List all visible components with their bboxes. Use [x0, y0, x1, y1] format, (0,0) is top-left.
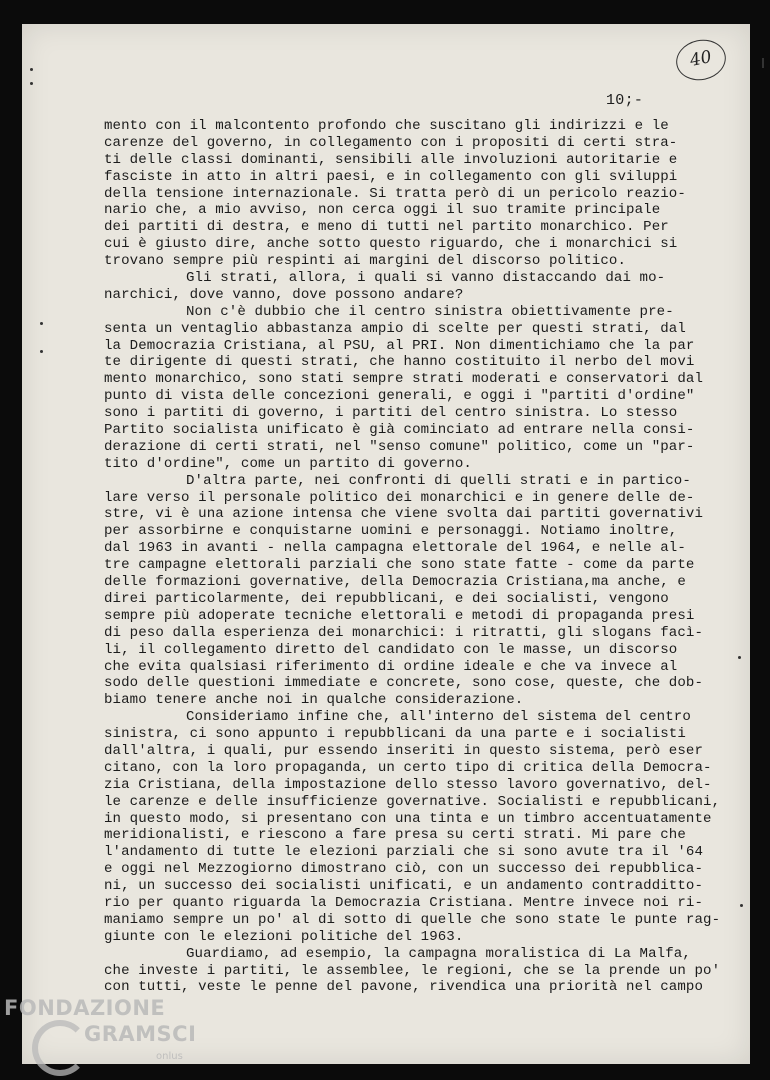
text-line: delle formazioni governative, della Democrazia Cristiana,ma anche, e [104, 574, 686, 591]
text-line: te dirigente di questi strati, che hanno costituito il nerbo del movi [104, 354, 695, 371]
text-line: sodo delle questioni immediate e concrete, sono cose, queste, che dob- [104, 675, 704, 692]
text-line: tre campagne elettorali parziali che sono state fatte - come da parte [104, 557, 695, 574]
text-line: per assorbirne e conquistarne uomini e personaggi. Notiamo inoltre, [104, 523, 678, 540]
text-line: che evita qualsiasi riferimento di ordine ideale e che va invece al [104, 658, 678, 675]
watermark-logo [4, 996, 204, 1076]
text-line: dal 1963 in avanti - nella campagna elettorale del 1964, e nelle al- [104, 540, 686, 557]
margin-mark [30, 68, 33, 71]
text-line: maniamo sempre un po' al di sotto di quelle che sono state le punte rag- [104, 911, 721, 928]
text-line: biamo tenere anche noi in qualche considerazione. [104, 692, 524, 709]
margin-mark [40, 350, 43, 353]
watermark-emblem-icon [32, 1020, 88, 1076]
text-line: tito d'ordine", come un partito di governo. [104, 455, 472, 472]
text-line: Non c'è dubbio che il centro sinistra obiettivamente pre- [186, 303, 674, 320]
text-line: ti delle classi dominanti, sensibili alle involuzioni autoritarie e [104, 151, 678, 168]
text-line: lare verso il personale politico dei monarchici e in genere delle de- [104, 489, 695, 506]
text-line: giunte con le elezioni politiche del 1963. [104, 928, 464, 945]
margin-mark [30, 82, 33, 85]
text-line: direi particolarmente, dei repubblicani, e dei socialisti, vengono [104, 590, 669, 607]
text-line: fasciste in atto in altri paesi, e in collegamento con gli sviluppi [104, 168, 678, 185]
text-line: sinistra, ci sono appunto i repubblicani da una parte e i socialisti [104, 726, 686, 743]
text-line: Gli strati, allora, i quali si vanno distaccando dai mo- [186, 270, 666, 287]
text-line: stre, vi è una azione intensa che viene svolta dai partiti governativi [104, 506, 704, 523]
page-number: 10;- [606, 92, 644, 109]
text-line: nario che, a mio avviso, non cerca oggi il suo tramite principale [104, 202, 661, 219]
text-line: mento monarchico, sono stati sempre strati moderati e conservatori dal [104, 371, 704, 388]
margin-tick [762, 58, 764, 68]
text-line: cui è giusto dire, anche sotto questo riguardo, che i monarchici si [104, 236, 678, 253]
text-line: mento con il malcontento profondo che suscitano gli indirizzi e le [104, 118, 669, 134]
text-line: con tutti, veste le penne del pavone, rivendica una priorità nel campo [104, 979, 704, 996]
text-line: rio per quanto riguarda la Democrazia Cristiana. Mentre invece noi ri- [104, 894, 704, 911]
text-line: narchici, dove vanno, dove possono andare? [104, 286, 464, 303]
text-line: zia Cristiana, della impostazione dello stesso lavoro governativo, del- [104, 776, 712, 793]
watermark-line1: FONDAZIONE [4, 996, 166, 1020]
watermark-suffix: onlus [156, 1051, 183, 1062]
text-line: le carenze e delle insufficienze governative. Socialisti e repubblicani, [104, 793, 721, 810]
text-line: punto di vista delle concezioni generali, e oggi i "partiti d'ordine" [104, 388, 695, 405]
text-line: in questo modo, si presentano con una tinta e un timbro accentuatamente [104, 810, 712, 827]
text-line: e oggi nel Mezzogiorno dimostrano ciò, con un successo dei repubblica- [104, 861, 704, 878]
text-line: senta un ventaglio abbastanza ampio di scelte per questi strati, dal [104, 320, 686, 337]
text-line: della tensione internazionale. Si tratta però di un pericolo reazio- [104, 185, 686, 202]
text-line: trovano sempre più respinti ai margini del discorso politico. [104, 253, 627, 270]
text-line: di peso dalla esperienza dei monarchici: i ritratti, gli slogans facì- [104, 624, 704, 641]
text-line: dall'altra, i quali, pur essendo inseriti in questo sistema, però eser [104, 742, 704, 759]
text-line: sempre più adoperate tecniche elettorali e metodi di propaganda presi [104, 607, 695, 624]
text-line: Consideriamo infine che, all'interno del sistema del centro [186, 709, 691, 726]
text-line: derazione di certi strati, nel "senso comune" politico, come un "par- [104, 438, 695, 455]
text-line: ni, un successo dei socialisti unificati, e un andamento contradditto- [104, 878, 704, 895]
text-line: Guardiamo, ad esempio, la campagna moralistica di La Malfa, [186, 945, 691, 962]
watermark-line2: GRAMSCI [84, 1022, 197, 1046]
typed-body-text [104, 118, 744, 996]
margin-mark [40, 322, 43, 325]
text-line: la Democrazia Cristiana, al PSU, al PRI. Non dimentichiamo che la par [104, 337, 695, 354]
text-line: che investe i partiti, le assemblee, le regioni, che se la prende un po' [104, 962, 721, 979]
archive-number-annotation: 40 [672, 35, 729, 85]
text-line: meridionalisti, e riescono a fare presa su certi strati. Mi pare che [104, 827, 686, 844]
text-line: Partito socialista unificato è già cominciato ad entrare nella consi- [104, 422, 695, 439]
text-line: sono i partiti di governo, i partiti del centro sinistra. Lo stesso [104, 405, 678, 422]
text-line: D'altra parte, nei confronti di quelli strati e in partico- [186, 472, 691, 489]
text-line: li, il collegamento diretto del candidato con le masse, un discorso [104, 641, 678, 658]
text-line: l'andamento di tutte le elezioni parziali che si sono avute tra il '64 [104, 844, 704, 861]
text-line: carenze del governo, in collegamento con i propositi di certi stra- [104, 134, 678, 151]
text-line: dei partiti di destra, e meno di tutti nel partito monarchico. Per [104, 219, 669, 236]
text-line: citano, con la loro propaganda, un certo tipo di critica della Democra- [104, 759, 712, 776]
